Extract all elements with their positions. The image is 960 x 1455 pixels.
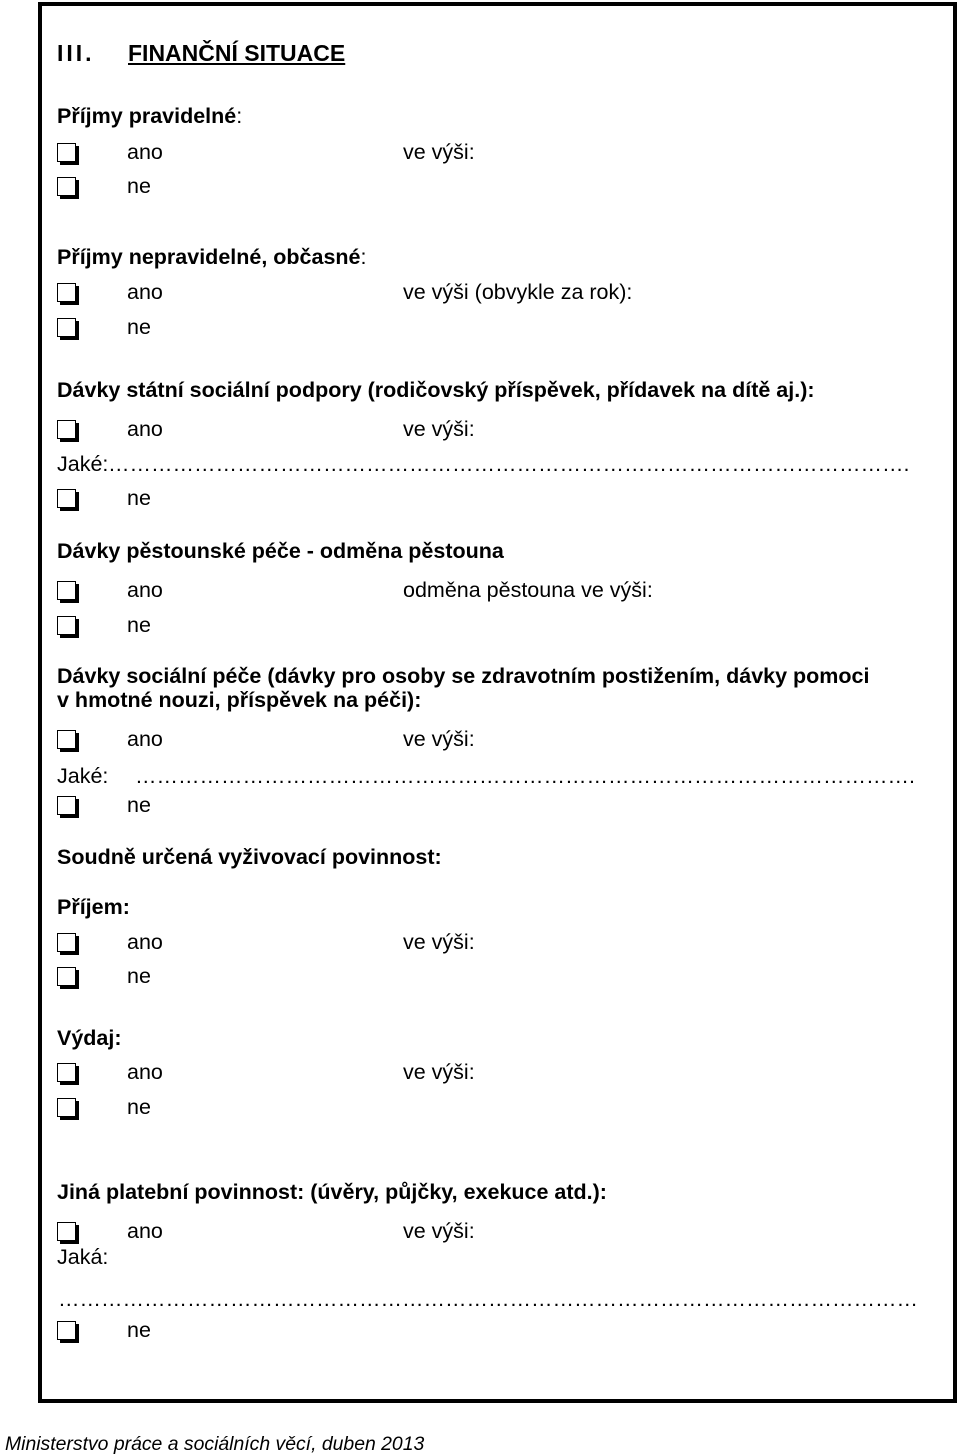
regular-income-heading-text: Příjmy pravidelné: [57, 104, 237, 128]
other-payment-obligations-heading: Jiná platební povinnost: (úvěry, půjčky, exekuce atd.):: [57, 1180, 607, 1204]
irregular-income-heading: [57, 245, 947, 270]
foster-care-yes-option: [57, 578, 947, 603]
other-payment-yes-option: [57, 1219, 947, 1244]
other-payment-yes-checkbox[interactable]: [57, 1222, 76, 1241]
irregular-income-yes-checkbox[interactable]: [57, 283, 76, 302]
option-label-no: ne: [127, 315, 151, 339]
which-label: Jaká:: [57, 1245, 109, 1269]
maintenance-income-no-checkbox[interactable]: [57, 967, 76, 986]
amount-label: ve výši:: [403, 1219, 475, 1243]
regular-income-yes-checkbox[interactable]: [57, 143, 76, 162]
dotted-answer-line: …………………………………………………………………………………………………………: [58, 1287, 918, 1311]
maintenance-expense-heading: Výdaj:: [57, 1026, 122, 1050]
regular-income-no-option: [57, 174, 947, 199]
irregular-income-no-checkbox[interactable]: [57, 318, 76, 337]
state-social-support-which-line: [57, 452, 947, 477]
maintenance-income-heading: Příjem:: [57, 895, 130, 919]
foster-care-no-checkbox[interactable]: [57, 616, 76, 635]
social-care-heading-line1: Dávky sociální péče (dávky pro osoby se zdravotním postižením, dávky pomoci: [57, 664, 870, 688]
foster-care-no-option: [57, 613, 947, 638]
state-social-support-no-option: [57, 486, 947, 511]
irregular-income-yes-option: [57, 280, 947, 305]
option-label-no: ne: [127, 486, 151, 510]
amount-label: ve výši:: [403, 1060, 475, 1084]
heading-colon: :: [360, 245, 367, 269]
which-label: Jaké:: [57, 452, 109, 476]
dotted-answer-line: ………………………………………………………………………………………………….: [108, 452, 910, 476]
foster-care-heading: Dávky pěstounské péče - odměna pěstouna: [57, 539, 504, 563]
other-payment-no-checkbox[interactable]: [57, 1321, 76, 1340]
amount-label: ve výši:: [403, 417, 475, 441]
social-care-no-checkbox[interactable]: [57, 796, 76, 815]
amount-label: ve výši (obvykle za rok):: [403, 280, 633, 304]
amount-label: ve výši:: [403, 727, 475, 751]
social-care-which-line: [57, 764, 947, 789]
option-label-no: ne: [127, 964, 151, 988]
maintenance-expense-no-checkbox[interactable]: [57, 1098, 76, 1117]
option-label-yes: ano: [127, 417, 163, 441]
option-label-yes: ano: [127, 1219, 163, 1243]
heading-colon: :: [236, 104, 243, 128]
section-number: III.: [57, 40, 95, 66]
other-payment-which-label-line: [57, 1245, 947, 1270]
maintenance-obligation-heading: Soudně určená vyživovací povinnost:: [57, 845, 442, 869]
option-label-no: ne: [127, 613, 151, 637]
maintenance-expense-yes-checkbox[interactable]: [57, 1063, 76, 1082]
option-label-yes: ano: [127, 727, 163, 751]
social-care-yes-option: [57, 727, 947, 752]
irregular-income-no-option: [57, 315, 947, 340]
option-label-yes: ano: [127, 280, 163, 304]
option-label-yes: ano: [127, 140, 163, 164]
state-social-support-no-checkbox[interactable]: [57, 489, 76, 508]
foster-care-yes-checkbox[interactable]: [57, 581, 76, 600]
state-social-support-yes-option: [57, 417, 947, 442]
regular-income-heading: [57, 104, 947, 129]
regular-income-no-checkbox[interactable]: [57, 177, 76, 196]
section-title: FINANČNÍ SITUACE: [128, 40, 346, 66]
maintenance-income-yes-checkbox[interactable]: [57, 933, 76, 952]
irregular-income-heading-text: Příjmy nepravidelné, občasné: [57, 245, 361, 269]
other-payment-no-option: [57, 1318, 947, 1343]
state-social-support-yes-checkbox[interactable]: [57, 420, 76, 439]
amount-label: odměna pěstouna ve výši:: [403, 578, 653, 602]
amount-label: ve výši:: [403, 140, 475, 164]
maintenance-expense-no-option: [57, 1095, 947, 1120]
dotted-answer-line: ……………………………………………………………………………………………….: [135, 764, 915, 788]
option-label-yes: ano: [127, 930, 163, 954]
amount-label: ve výši:: [403, 930, 475, 954]
regular-income-yes-option: [57, 140, 947, 165]
maintenance-income-no-option: [57, 964, 947, 989]
option-label-no: ne: [127, 1318, 151, 1342]
maintenance-income-yes-option: [57, 930, 947, 955]
social-care-no-option: [57, 793, 947, 818]
social-care-yes-checkbox[interactable]: [57, 730, 76, 749]
section-header: [57, 40, 947, 66]
which-label: Jaké:: [57, 764, 109, 788]
option-label-no: ne: [127, 793, 151, 817]
social-care-heading-line2: v hmotné nouzi, příspěvek na péči):: [57, 688, 422, 712]
option-label-no: ne: [127, 1095, 151, 1119]
state-social-support-heading: Dávky státní sociální podpory (rodičovský příspěvek, přídavek na dítě aj.):: [57, 378, 815, 402]
page-footer: Ministerstvo práce a sociálních věcí, duben 2013: [5, 1433, 425, 1455]
option-label-yes: ano: [127, 578, 163, 602]
maintenance-expense-yes-option: [57, 1060, 947, 1085]
other-payment-dotted-line: [57, 1287, 947, 1312]
option-label-yes: ano: [127, 1060, 163, 1084]
financial-situation-frame: [38, 2, 957, 1403]
option-label-no: ne: [127, 174, 151, 198]
